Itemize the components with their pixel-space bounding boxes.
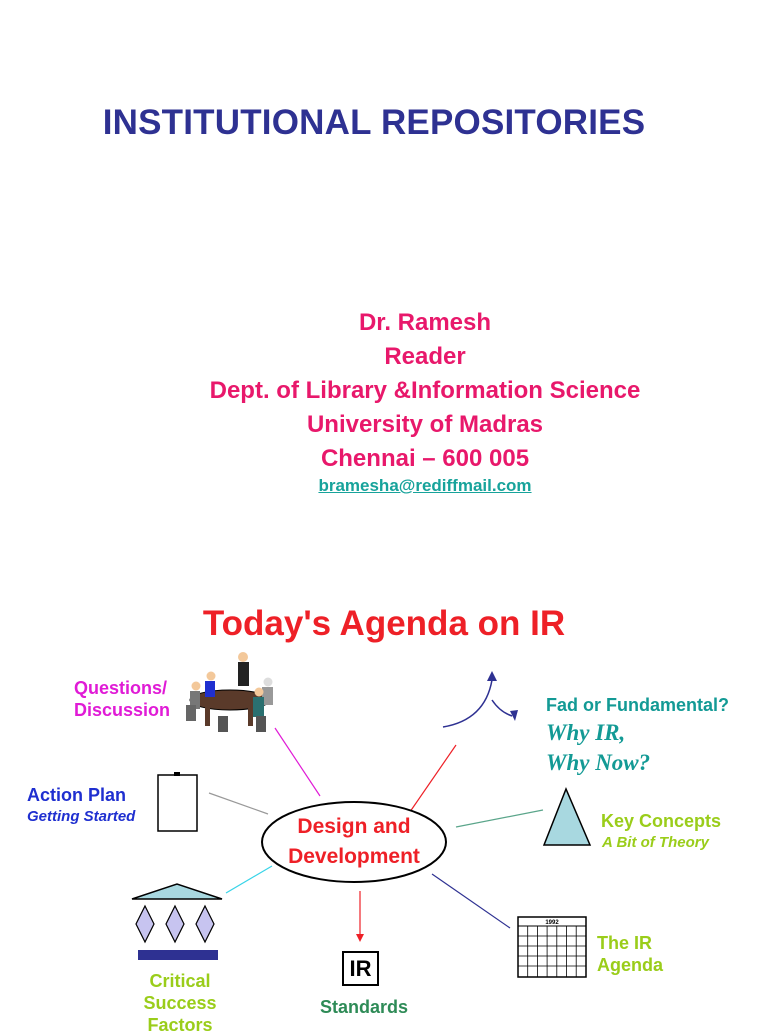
author-university: University of Madras [306,411,544,438]
action-plan-label: Action Plan [27,785,127,805]
author-email-link[interactable]: bramesha@rediffmail.com [318,476,532,495]
key-concepts-sub: A Bit of Theory [602,834,709,851]
base-bar [138,950,218,960]
standards-label: Standards [320,997,409,1017]
author-name: Dr. Ramesh [358,309,492,336]
center-line2: Development [288,845,420,868]
questions-label: Questions/ Discussion [74,678,171,720]
action-plan-sub: Getting Started [27,808,136,825]
paper-icon [158,775,197,831]
connector-questions [275,728,320,796]
calendar-year: 1992 [545,920,559,926]
curved-arrow-icon [443,680,492,727]
agenda-title: Today's Agenda on IR [202,604,566,643]
fad-label: Fad or Fundamental? [546,695,730,715]
connector-action-plan [209,793,268,814]
meeting-icon [186,652,273,732]
ir-agenda-label: The IR Agenda [597,933,664,975]
connector-ir-agenda [432,874,510,928]
author-department: Dept. of Library &Information Science [209,377,641,404]
center-node [262,802,446,882]
author-city: Chennai – 600 005 [320,445,530,472]
critical-label: Critical Success Factors [143,971,217,1035]
author-position: Reader [384,343,466,370]
diamond-icon [196,906,214,942]
why-ir-text: Why IR, Why Now? [546,720,651,775]
key-concepts-label: Key Concepts [601,811,722,831]
calendar-icon [518,917,586,977]
pediment-icon [132,884,222,899]
center-line1: Design and [297,815,411,838]
triangle-icon [544,789,590,845]
diamond-icon [136,906,154,942]
connector-key-concepts [456,810,543,827]
arrowhead-standards [356,934,364,942]
slide-title: INSTITUTIONAL REPOSITORIES [102,103,646,142]
ir-box: IR [342,951,379,986]
diamond-icon [166,906,184,942]
